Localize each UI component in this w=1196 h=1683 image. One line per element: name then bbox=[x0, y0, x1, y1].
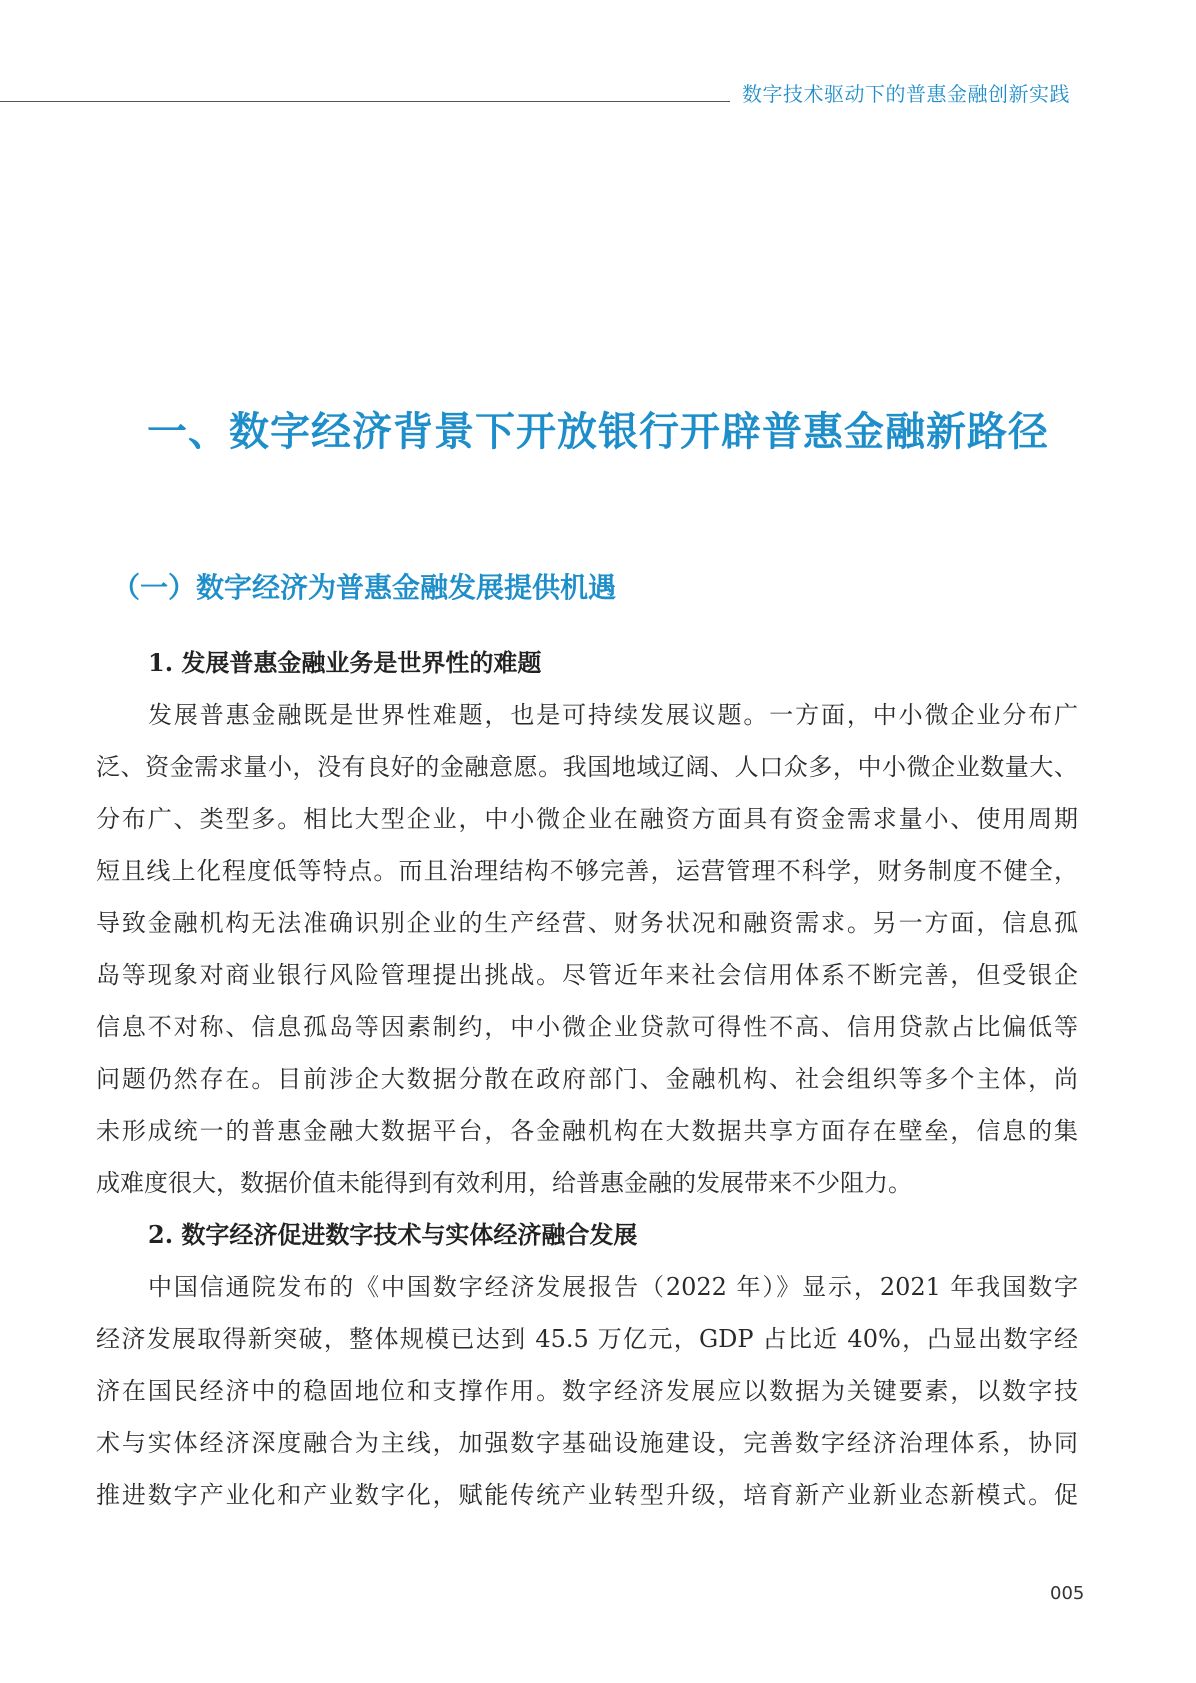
chapter-title: 一、数字经济背景下开放银行开辟普惠金融新路径 bbox=[147, 409, 1049, 455]
subsection-heading-1: 1. 发展普惠金融业务是世界性的难题 bbox=[148, 648, 542, 677]
paragraph-line: 泛、资金需求量小，没有良好的金融意愿。我国地域辽阔、人口众多，中小微企业数量大、 bbox=[96, 753, 1078, 781]
paragraph-1 bbox=[96, 689, 1078, 1209]
paragraph-2 bbox=[96, 1261, 1078, 1521]
paragraph-line: 推进数字产业化和产业数字化，赋能传统产业转型升级，培育新产业新业态新模式。促 bbox=[96, 1481, 1078, 1509]
paragraph-line: 术与实体经济深度融合为主线，加强数字基础设施建设，完善数字经济治理体系，协同 bbox=[96, 1429, 1078, 1457]
paragraph-line: 问题仍然存在。目前涉企大数据分散在政府部门、金融机构、社会组织等多个主体，尚 bbox=[96, 1065, 1078, 1093]
paragraph-line: 短且线上化程度低等特点。而且治理结构不够完善，运营管理不科学，财务制度不健全， bbox=[96, 857, 1078, 885]
paragraph-line: 岛等现象对商业银行风险管理提出挑战。尽管近年来社会信用体系不断完善，但受银企 bbox=[96, 961, 1078, 989]
subsection-heading-2: 2. 数字经济促进数字技术与实体经济融合发展 bbox=[148, 1220, 638, 1249]
page-number: 005 bbox=[1050, 1583, 1085, 1604]
paragraph-line: 成难度很大，数据价值未能得到有效利用，给普惠金融的发展带来不少阻力。 bbox=[96, 1169, 912, 1197]
paragraph-line: 经济发展取得新突破，整体规模已达到 45.5 万亿元，GDP 占比近 40%，凸显出数字经 bbox=[96, 1325, 1078, 1353]
paragraph-line: 发展普惠金融既是世界性难题，也是可持续发展议题。一方面，中小微企业分布广 bbox=[148, 701, 1078, 729]
paragraph-line: 信息不对称、信息孤岛等因素制约，中小微企业贷款可得性不高、信用贷款占比偏低等 bbox=[96, 1013, 1078, 1041]
paragraph-line: 导致金融机构无法准确识别企业的生产经营、财务状况和融资需求。另一方面，信息孤 bbox=[96, 909, 1078, 937]
paragraph-line: 分布广、类型多。相比大型企业，中小微企业在融资方面具有资金需求量小、使用周期 bbox=[96, 805, 1078, 833]
paragraph-line: 未形成统一的普惠金融大数据平台，各金融机构在大数据共享方面存在壁垒，信息的集 bbox=[96, 1117, 1078, 1145]
header-rule bbox=[0, 101, 730, 102]
paragraph-line: 中国信通院发布的《中国数字经济发展报告（2022 年）》显示，2021 年我国数字 bbox=[148, 1273, 1078, 1301]
paragraph-line: 济在国民经济中的稳固地位和支撑作用。数字经济发展应以数据为关键要素，以数字技 bbox=[96, 1377, 1078, 1405]
body-content bbox=[96, 637, 1078, 1521]
section-title: （一）数字经济为普惠金融发展提供机遇 bbox=[112, 571, 617, 604]
running-title: 数字技术驱动下的普惠金融创新实践 bbox=[742, 82, 1070, 106]
running-header bbox=[0, 70, 1196, 110]
